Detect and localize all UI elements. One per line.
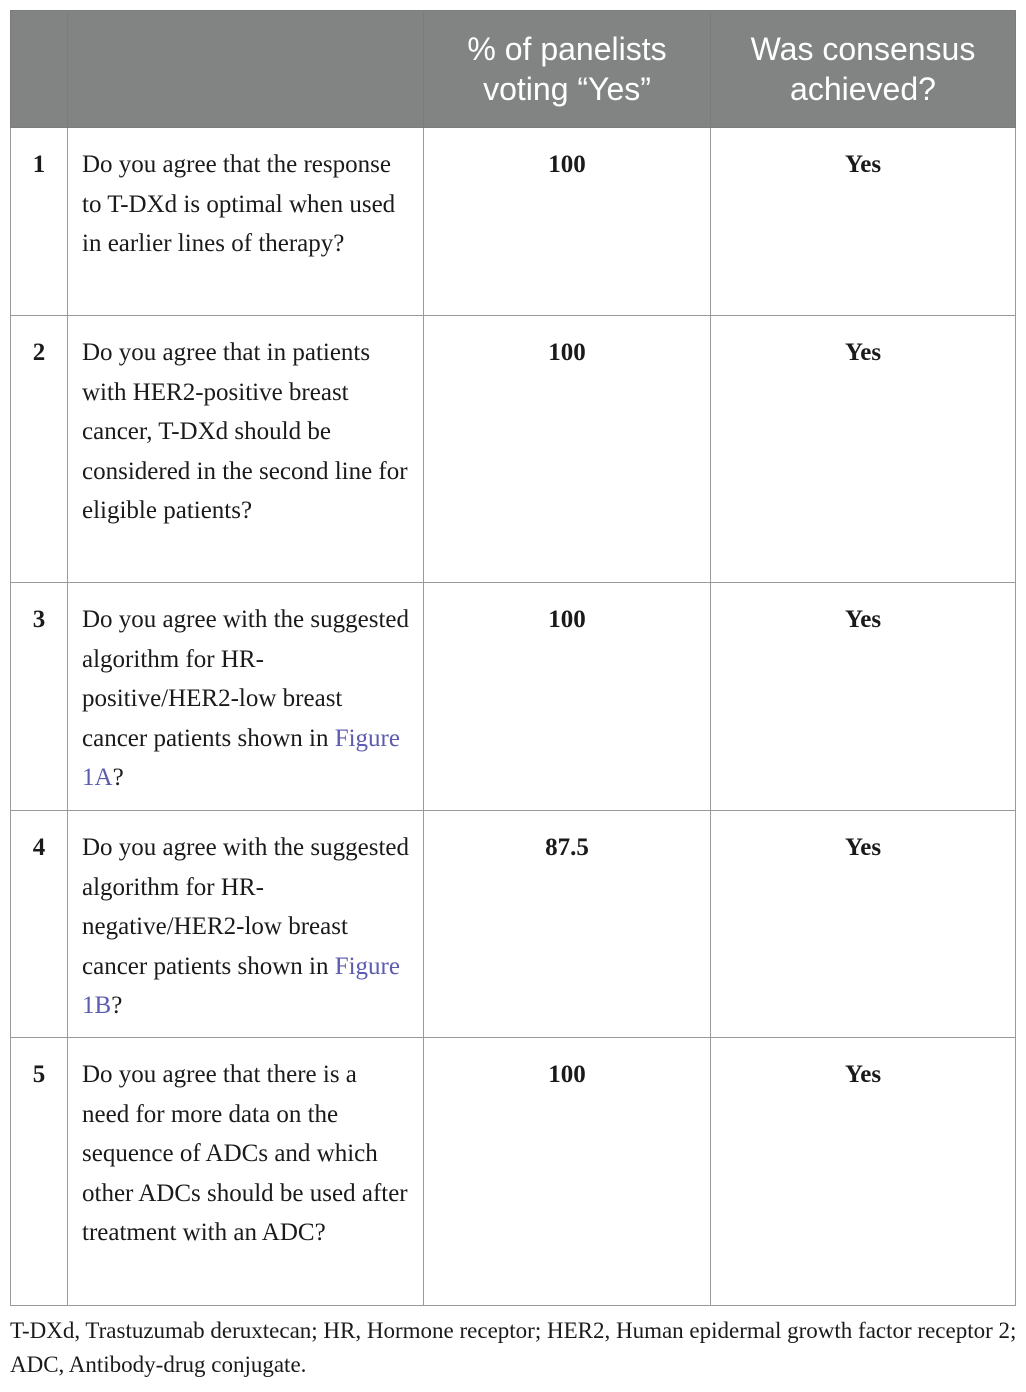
question-text: Do you agree with the suggested algorithm for HR-negative/HER2-low breast cancer patients shown in [82, 834, 410, 980]
table-row [11, 128, 1016, 316]
table-footnote: T-DXd, Trastuzumab deruxtecan; HR, Hormone receptor; HER2, Human epidermal growth factor receptor 2; ADC, Antibody-drug conjugate. [10, 1318, 1017, 1377]
row-percent-yes: 100 [424, 1038, 711, 1306]
question-text: Do you agree with the suggested algorithm for HR-positive/HER2-low breast cancer patients shown in [82, 606, 410, 752]
table-row [11, 583, 1016, 811]
row-question [68, 316, 424, 583]
header-question [68, 11, 424, 128]
row-number: 4 [11, 811, 68, 1038]
row-consensus: Yes [711, 811, 1016, 1038]
table-row [11, 316, 1016, 583]
row-question [68, 128, 424, 316]
question-text: Do you agree that the response to T-DXd is optimal when used in earlier lines of therapy? [82, 151, 396, 258]
table-row [11, 811, 1016, 1038]
row-percent-yes: 87.5 [424, 811, 711, 1038]
row-question [68, 583, 424, 811]
figure-link[interactable]: Figure 1A [82, 724, 400, 792]
row-number: 1 [11, 128, 68, 316]
row-question [68, 811, 424, 1038]
question-suffix: ? [111, 992, 123, 1020]
header-number [11, 11, 68, 128]
question-suffix: ? [112, 764, 124, 792]
consensus-table [10, 10, 1016, 1306]
row-number: 3 [11, 583, 68, 811]
header-row [11, 11, 1016, 128]
row-percent-yes: 100 [424, 583, 711, 811]
row-question [68, 1038, 424, 1306]
row-number: 5 [11, 1038, 68, 1306]
row-percent-yes: 100 [424, 128, 711, 316]
table-row [11, 1038, 1016, 1306]
row-consensus: Yes [711, 128, 1016, 316]
row-percent-yes: 100 [424, 316, 711, 583]
question-text: Do you agree that in patients with HER2-positive breast cancer, T-DXd should be considered in the second line for eligible patients? [82, 339, 408, 525]
row-consensus: Yes [711, 316, 1016, 583]
row-consensus: Yes [711, 583, 1016, 811]
row-consensus: Yes [711, 1038, 1016, 1306]
question-text: Do you agree that there is a need for more data on the sequence of ADCs and which other ADCs should be used after treatment with an ADC? [82, 1061, 408, 1247]
figure-link[interactable]: Figure 1B [82, 952, 400, 1020]
header-consensus: Was consensus achieved? [711, 11, 1016, 128]
header-percent-yes: % of panelists voting “Yes” [424, 11, 711, 128]
row-number: 2 [11, 316, 68, 583]
